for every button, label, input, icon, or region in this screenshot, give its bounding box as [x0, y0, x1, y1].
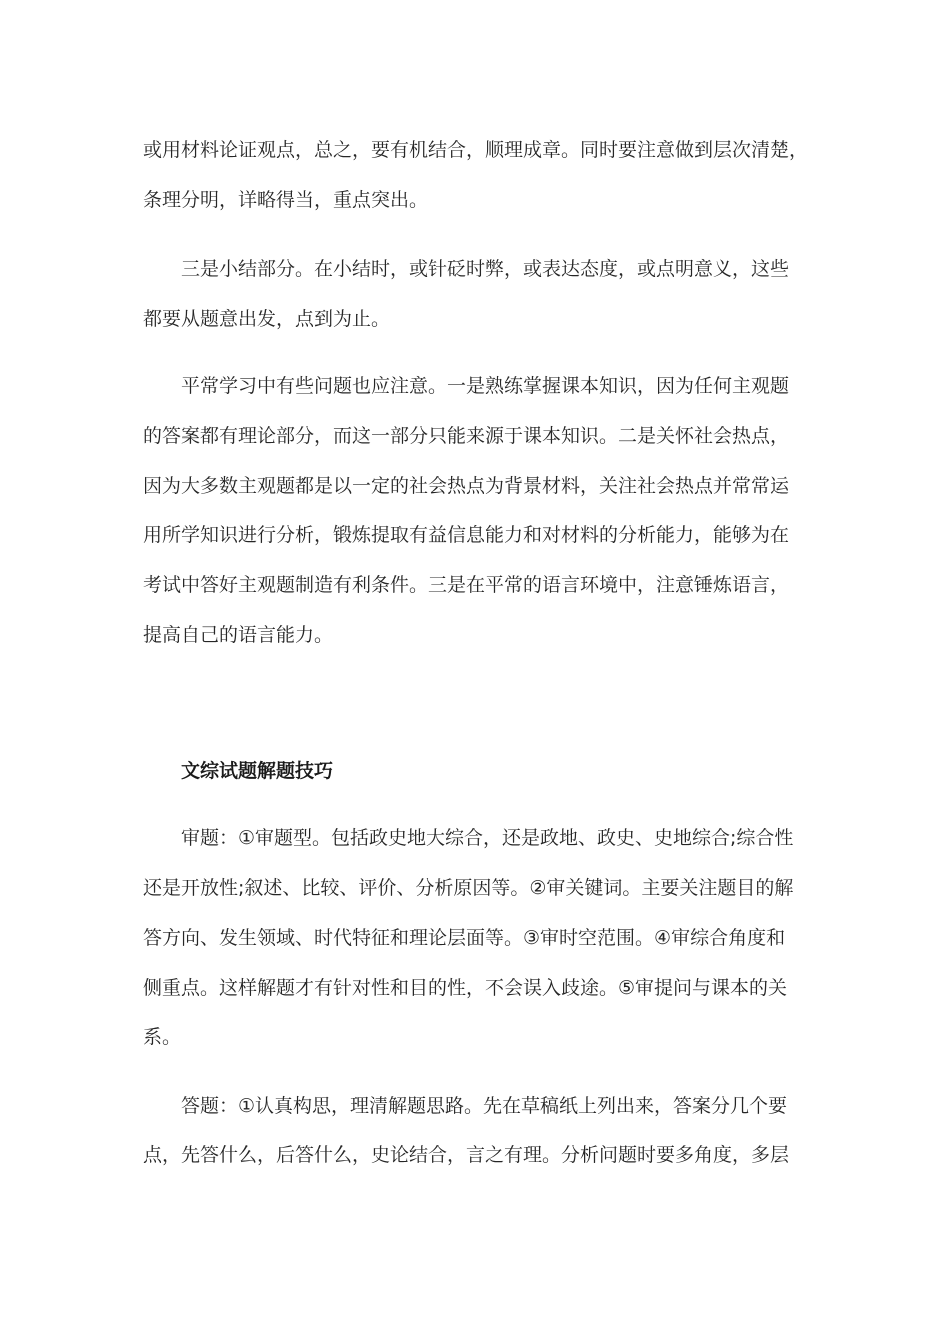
paragraph-line: 答方向、发生领域、时代特征和理论层面等。③审时空范围。④审综合角度和 [143, 927, 786, 949]
paragraph-line: 提高自己的语言能力。 [143, 624, 334, 646]
paragraph-line: 用所学知识进行分析，锻炼提取有益信息能力和对材料的分析能力，能够为在 [143, 524, 790, 546]
paragraph-line: 的答案都有理论部分，而这一部分只能来源于课本知识。二是关怀社会热点， [143, 425, 790, 447]
paragraph-line: 三是小结部分。在小结时，或针砭时弊，或表达态度，或点明意义，这些 [181, 258, 790, 280]
paragraph-line: 平常学习中有些问题也应注意。一是熟练掌握课本知识，因为任何主观题 [181, 375, 790, 397]
paragraph-line: 因为大多数主观题都是以一定的社会热点为背景材料，关注社会热点并常常运 [143, 475, 790, 497]
paragraph-line: 审题：①审题型。包括政史地大综合，还是政地、政史、史地综合;综合性 [181, 827, 794, 849]
paragraph-line: 都要从题意出发，点到为止。 [143, 308, 391, 330]
section-heading: 文综试题解题技巧 [181, 760, 334, 782]
paragraph-line: 答题：①认真构思，理清解题思路。先在草稿纸上列出来，答案分几个要 [181, 1095, 788, 1117]
paragraph-line: 侧重点。这样解题才有针对性和目的性，不会误入歧途。⑤审提问与课本的关 [143, 977, 788, 999]
paragraph-line: 条理分明，详略得当，重点突出。 [143, 189, 429, 211]
paragraph-line: 还是开放性;叙述、比较、评价、分析原因等。②审关键词。主要关注题目的解 [143, 877, 794, 899]
paragraph-line: 点，先答什么，后答什么，史论结合，言之有理。分析问题时要多角度，多层 [143, 1144, 790, 1166]
paragraph-line: 考试中答好主观题制造有利条件。三是在平常的语言环境中，注意锤炼语言， [143, 574, 790, 596]
paragraph-line: 系。 [143, 1026, 182, 1048]
paragraph-line: 或用材料论证观点，总之，要有机结合，顺理成章。同时要注意做到层次清楚， [143, 139, 809, 161]
